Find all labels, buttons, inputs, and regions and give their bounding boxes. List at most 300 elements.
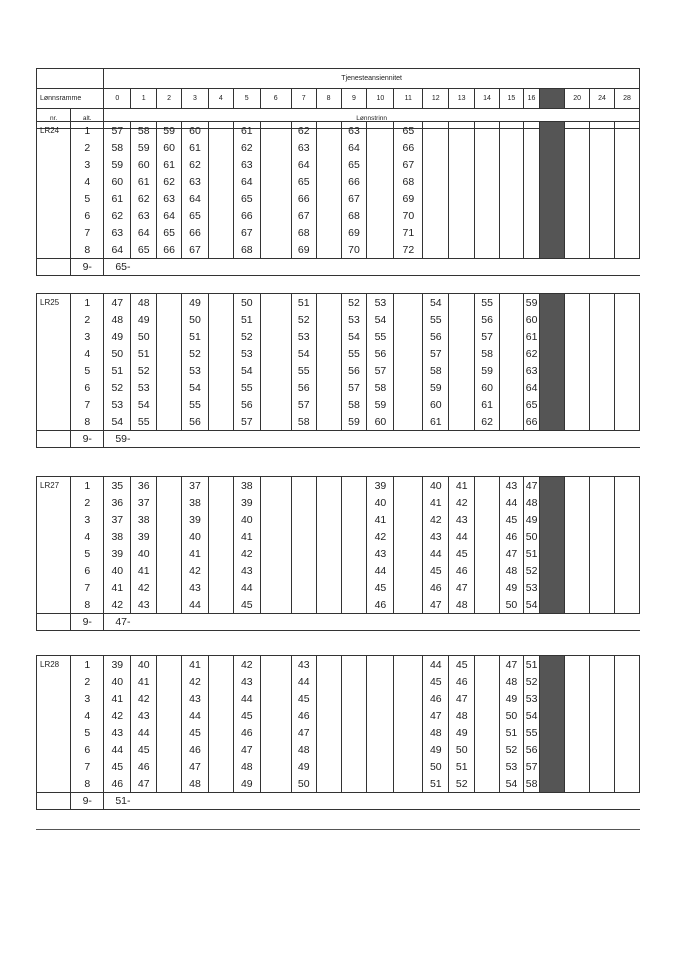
step-cell: 45 (233, 596, 260, 614)
step-cell (523, 207, 540, 224)
step-cell: 52 (341, 294, 367, 312)
step-cell: 52 (182, 345, 209, 362)
step-cell (540, 362, 565, 379)
step-cell (260, 477, 291, 495)
header-col-2: 2 (157, 89, 182, 109)
step-cell (523, 139, 540, 156)
step-cell (316, 596, 341, 614)
step-cell: 68 (291, 224, 316, 241)
step-cell: 60 (423, 396, 449, 413)
step-cell (157, 494, 182, 511)
step-cell: 68 (394, 173, 423, 190)
step-cell (157, 362, 182, 379)
step-cell: 52 (233, 328, 260, 345)
step-cell (316, 173, 341, 190)
header-col-13: 13 (449, 89, 475, 109)
bottom-rule (36, 829, 640, 830)
step-cell (590, 241, 615, 259)
step-cell (500, 156, 524, 173)
step-cell (394, 673, 423, 690)
step-cell (260, 241, 291, 259)
step-cell (260, 413, 291, 431)
table-row (37, 156, 640, 173)
step-cell: 46 (423, 690, 449, 707)
alt-cell: 2 (71, 311, 104, 328)
table-row (37, 596, 640, 614)
step-cell: 45 (423, 562, 449, 579)
step-cell: 58 (367, 379, 394, 396)
step-cell: 56 (182, 413, 209, 431)
alt-cell: 1 (71, 656, 104, 674)
step-cell: 51 (182, 328, 209, 345)
step-cell: 60 (131, 156, 157, 173)
step-cell: 42 (182, 673, 209, 690)
header-col-4: 4 (208, 89, 233, 109)
step-cell (540, 173, 565, 190)
step-cell: 62 (157, 173, 182, 190)
step-cell: 64 (233, 173, 260, 190)
step-cell (500, 173, 524, 190)
step-cell (157, 311, 182, 328)
step-cell (500, 379, 524, 396)
step-cell (260, 775, 291, 793)
step-cell: 48 (523, 494, 540, 511)
step-cell: 36 (104, 494, 131, 511)
step-cell: 40 (104, 673, 131, 690)
step-cell (540, 139, 565, 156)
step-cell: 55 (341, 345, 367, 362)
step-cell: 46 (367, 596, 394, 614)
step-cell (540, 673, 565, 690)
step-cell (394, 311, 423, 328)
step-cell: 58 (523, 775, 540, 793)
step-cell: 59 (523, 294, 540, 312)
step-cell: 54 (341, 328, 367, 345)
step-cell (540, 379, 565, 396)
step-cell: 50 (104, 345, 131, 362)
step-cell (500, 122, 524, 140)
extra-value-cell: 51- (104, 793, 640, 810)
alt-cell: 3 (71, 156, 104, 173)
step-cell (260, 707, 291, 724)
step-cell (341, 477, 367, 495)
step-cell (394, 294, 423, 312)
step-cell: 49 (500, 579, 524, 596)
step-cell (157, 775, 182, 793)
step-cell (208, 775, 233, 793)
header-col-12: 12 (423, 89, 449, 109)
step-cell (500, 413, 524, 431)
step-cell: 62 (291, 122, 316, 140)
step-cell: 63 (182, 173, 209, 190)
step-cell (614, 173, 639, 190)
step-cell: 59 (367, 396, 394, 413)
step-cell: 49 (104, 328, 131, 345)
step-cell (394, 562, 423, 579)
step-cell: 52 (449, 775, 475, 793)
step-cell: 46 (131, 758, 157, 775)
step-cell (565, 562, 590, 579)
step-cell: 50 (523, 528, 540, 545)
step-cell: 53 (341, 311, 367, 328)
step-cell: 66 (394, 139, 423, 156)
step-cell (157, 656, 182, 674)
step-cell (565, 741, 590, 758)
step-cell (260, 579, 291, 596)
step-cell (449, 362, 475, 379)
step-cell: 67 (394, 156, 423, 173)
step-cell (394, 328, 423, 345)
step-cell (394, 690, 423, 707)
step-cell: 56 (291, 379, 316, 396)
salary-table-lr24 (36, 121, 640, 276)
step-cell (157, 294, 182, 312)
step-cell (540, 311, 565, 328)
step-cell: 59 (157, 122, 182, 140)
step-cell: 56 (367, 345, 394, 362)
step-cell: 60 (182, 122, 209, 140)
step-cell: 59 (131, 139, 157, 156)
step-cell (614, 494, 639, 511)
table-row (37, 328, 640, 345)
step-cell (394, 545, 423, 562)
step-cell: 39 (233, 494, 260, 511)
step-cell (500, 190, 524, 207)
step-cell: 43 (233, 562, 260, 579)
extra-row (37, 793, 640, 810)
header-table (36, 68, 640, 129)
step-cell: 48 (500, 562, 524, 579)
step-cell (590, 673, 615, 690)
step-cell: 67 (341, 190, 367, 207)
step-cell (423, 241, 449, 259)
step-cell (394, 724, 423, 741)
step-cell (316, 673, 341, 690)
step-cell: 51 (423, 775, 449, 793)
step-cell (157, 328, 182, 345)
step-cell: 47 (182, 758, 209, 775)
step-cell: 69 (341, 224, 367, 241)
step-cell: 44 (233, 690, 260, 707)
step-cell: 46 (449, 562, 475, 579)
step-cell (316, 156, 341, 173)
step-cell (540, 477, 565, 495)
alt-cell: 4 (71, 707, 104, 724)
step-cell (590, 224, 615, 241)
step-cell (291, 494, 316, 511)
step-cell (590, 207, 615, 224)
step-cell: 55 (367, 328, 394, 345)
header-col-19: 24 (590, 89, 615, 109)
step-cell (260, 362, 291, 379)
step-cell (500, 328, 524, 345)
step-cell (341, 724, 367, 741)
alt-label: alt. (71, 109, 104, 129)
step-cell: 56 (423, 328, 449, 345)
header-col-1: 1 (131, 89, 157, 109)
step-cell: 42 (367, 528, 394, 545)
step-cell: 63 (157, 190, 182, 207)
step-cell: 54 (367, 311, 394, 328)
step-cell (367, 173, 394, 190)
step-cell (208, 579, 233, 596)
step-cell: 55 (475, 294, 500, 312)
step-cell: 54 (104, 413, 131, 431)
step-cell (565, 328, 590, 345)
step-cell (590, 173, 615, 190)
step-cell (208, 477, 233, 495)
step-cell: 56 (475, 311, 500, 328)
step-cell (316, 724, 341, 741)
step-cell (540, 328, 565, 345)
step-cell (614, 396, 639, 413)
step-cell: 53 (367, 294, 394, 312)
step-cell: 45 (500, 511, 524, 528)
table-row (37, 345, 640, 362)
step-cell: 55 (291, 362, 316, 379)
extra-row (37, 259, 640, 276)
step-cell: 58 (423, 362, 449, 379)
step-cell (540, 345, 565, 362)
step-cell: 51 (104, 362, 131, 379)
step-cell (316, 224, 341, 241)
extra-row (37, 614, 640, 631)
extra-value-cell: 47- (104, 614, 640, 631)
step-cell (449, 139, 475, 156)
step-cell (540, 190, 565, 207)
step-cell: 50 (233, 294, 260, 312)
step-cell (423, 207, 449, 224)
step-cell (565, 673, 590, 690)
step-cell: 57 (367, 362, 394, 379)
alt-cell: 6 (71, 207, 104, 224)
step-cell (316, 758, 341, 775)
table-row (37, 224, 640, 241)
step-cell: 53 (182, 362, 209, 379)
step-cell (157, 741, 182, 758)
step-cell (316, 207, 341, 224)
step-cell: 64 (341, 139, 367, 156)
extra-nr-cell (37, 431, 71, 448)
step-cell (157, 690, 182, 707)
step-cell (614, 758, 639, 775)
step-cell (316, 741, 341, 758)
step-cell: 57 (104, 122, 131, 140)
step-cell: 39 (182, 511, 209, 528)
table-row (37, 122, 640, 140)
step-cell: 66 (233, 207, 260, 224)
step-cell: 70 (394, 207, 423, 224)
step-cell (316, 241, 341, 259)
step-cell (590, 311, 615, 328)
step-cell: 41 (131, 562, 157, 579)
step-cell (260, 673, 291, 690)
step-cell (423, 139, 449, 156)
header-col-8: 8 (316, 89, 341, 109)
step-cell (208, 173, 233, 190)
step-cell: 41 (104, 579, 131, 596)
step-cell: 46 (182, 741, 209, 758)
step-cell (341, 707, 367, 724)
step-cell (565, 345, 590, 362)
step-cell (208, 528, 233, 545)
step-cell (523, 224, 540, 241)
step-cell (208, 494, 233, 511)
step-cell (341, 562, 367, 579)
step-cell: 47 (423, 707, 449, 724)
step-cell: 47 (233, 741, 260, 758)
step-cell (208, 596, 233, 614)
step-cell (475, 511, 500, 528)
step-cell: 40 (182, 528, 209, 545)
step-cell (590, 579, 615, 596)
table-row (37, 707, 640, 724)
step-cell: 45 (291, 690, 316, 707)
step-cell: 65 (394, 122, 423, 140)
step-cell (316, 656, 341, 674)
sub-label: Lønnstrinn (104, 109, 640, 129)
step-cell (590, 328, 615, 345)
step-cell (291, 596, 316, 614)
step-cell: 64 (104, 241, 131, 259)
step-cell (157, 528, 182, 545)
step-cell: 46 (449, 673, 475, 690)
step-cell: 54 (182, 379, 209, 396)
step-cell: 63 (291, 139, 316, 156)
table-row (37, 362, 640, 379)
step-cell (394, 396, 423, 413)
step-cell (208, 690, 233, 707)
step-cell (341, 741, 367, 758)
step-cell: 63 (104, 224, 131, 241)
step-cell: 48 (131, 294, 157, 312)
step-cell: 42 (104, 596, 131, 614)
step-cell: 61 (523, 328, 540, 345)
step-cell: 44 (291, 673, 316, 690)
step-cell: 59 (341, 413, 367, 431)
step-cell (208, 362, 233, 379)
step-cell (590, 707, 615, 724)
table-row (37, 690, 640, 707)
step-cell: 62 (523, 345, 540, 362)
extra-alt-cell: 9- (71, 431, 104, 448)
step-cell (208, 294, 233, 312)
step-cell (291, 511, 316, 528)
step-cell: 49 (449, 724, 475, 741)
step-cell (157, 596, 182, 614)
step-cell (475, 545, 500, 562)
step-cell (590, 396, 615, 413)
step-cell (475, 741, 500, 758)
step-cell (157, 396, 182, 413)
step-cell: 50 (131, 328, 157, 345)
step-cell (208, 562, 233, 579)
step-cell: 47 (423, 596, 449, 614)
step-cell (590, 477, 615, 495)
step-cell: 53 (523, 690, 540, 707)
step-cell: 41 (233, 528, 260, 545)
alt-cell: 3 (71, 511, 104, 528)
step-cell: 57 (523, 758, 540, 775)
step-cell (208, 345, 233, 362)
step-cell (614, 528, 639, 545)
step-cell: 47 (500, 656, 524, 674)
step-cell (540, 707, 565, 724)
step-cell (260, 741, 291, 758)
step-cell (208, 396, 233, 413)
step-cell (449, 396, 475, 413)
step-cell (260, 596, 291, 614)
step-cell: 57 (291, 396, 316, 413)
step-cell (590, 724, 615, 741)
step-cell (475, 775, 500, 793)
step-cell (367, 673, 394, 690)
step-cell: 45 (367, 579, 394, 596)
table-row (37, 311, 640, 328)
step-cell (157, 758, 182, 775)
step-cell: 55 (131, 413, 157, 431)
step-cell: 43 (131, 596, 157, 614)
step-cell: 49 (182, 294, 209, 312)
alt-cell: 4 (71, 345, 104, 362)
step-cell (565, 139, 590, 156)
step-cell: 44 (233, 579, 260, 596)
alt-cell: 6 (71, 562, 104, 579)
step-cell (614, 190, 639, 207)
step-cell: 41 (423, 494, 449, 511)
step-cell (316, 396, 341, 413)
alt-cell: 3 (71, 328, 104, 345)
step-cell (590, 690, 615, 707)
step-cell (590, 379, 615, 396)
step-cell: 67 (291, 207, 316, 224)
step-cell: 57 (423, 345, 449, 362)
step-cell (475, 139, 500, 156)
step-cell (565, 477, 590, 495)
extra-alt-cell: 9- (71, 793, 104, 810)
step-cell (590, 741, 615, 758)
alt-cell: 6 (71, 741, 104, 758)
step-cell (341, 528, 367, 545)
step-cell: 38 (131, 511, 157, 528)
alt-cell: 7 (71, 758, 104, 775)
step-cell (157, 379, 182, 396)
alt-cell: 2 (71, 494, 104, 511)
step-cell (208, 139, 233, 156)
step-cell (475, 173, 500, 190)
step-cell (565, 494, 590, 511)
step-cell (260, 724, 291, 741)
step-cell (475, 207, 500, 224)
table-row (37, 758, 640, 775)
step-cell (260, 139, 291, 156)
header-col-17 (540, 89, 565, 109)
row-label: Lønnsramme (37, 89, 104, 109)
step-cell (540, 156, 565, 173)
step-cell: 44 (449, 528, 475, 545)
step-cell (316, 190, 341, 207)
step-cell: 43 (233, 673, 260, 690)
step-cell (565, 596, 590, 614)
step-cell: 47 (104, 294, 131, 312)
step-cell: 51 (500, 724, 524, 741)
step-cell: 54 (291, 345, 316, 362)
step-cell: 66 (182, 224, 209, 241)
step-cell (540, 207, 565, 224)
step-cell (540, 562, 565, 579)
step-cell: 52 (104, 379, 131, 396)
step-cell: 39 (367, 477, 394, 495)
